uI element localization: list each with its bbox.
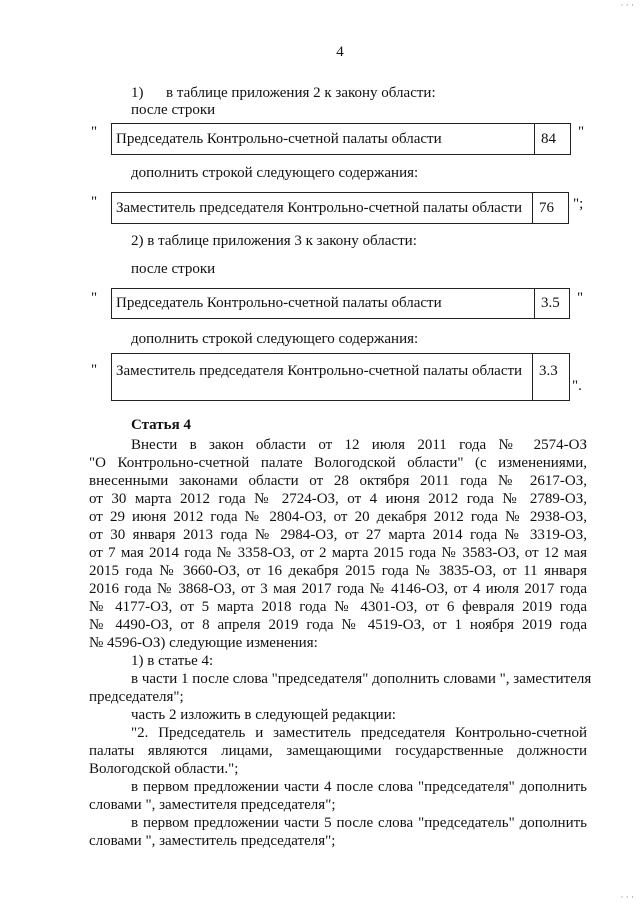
article-line-10: № 4177-ОЗ, от 5 марта 2018 года № 4301-ОЗ, от 6 февраля 2019 года bbox=[89, 599, 587, 615]
after-row-label-1: после строки bbox=[131, 102, 216, 118]
quote-open-1: " bbox=[91, 124, 98, 140]
article-line-1: Внести в закон области от 12 июля 2011 года № 2574-ОЗ bbox=[131, 437, 587, 453]
quote-close-3: " bbox=[577, 290, 584, 306]
sub1-intro: 1) в статье 4: bbox=[131, 653, 214, 669]
article-heading: Статья 4 bbox=[131, 417, 191, 433]
article-line-11: № 4490-ОЗ, от 8 апреля 2019 года № 4519-ОЗ, от 1 ноября 2019 года bbox=[89, 617, 587, 633]
quote-open-3: " bbox=[91, 290, 98, 306]
table1-row1-value: 84 bbox=[541, 130, 556, 147]
part1-line-2: председателя"; bbox=[89, 689, 184, 705]
table2-row2-value: 3.3 bbox=[539, 363, 558, 379]
add-row-label-2: дополнить строкой следующего содержания: bbox=[131, 331, 419, 347]
part2-line-1: "2. Председатель и заместитель председателя Контрольно-счетной bbox=[131, 725, 587, 741]
part2-line-2: палаты являются лицами, замещающими государственные должности bbox=[89, 743, 587, 759]
article-line-8: 2015 года № 3660-ОЗ, от 16 декабря 2015 года № 3835-ОЗ, от 11 января bbox=[89, 563, 587, 579]
page-number: 4 bbox=[336, 44, 344, 60]
quote-close-semicolon-2: "; bbox=[573, 196, 584, 212]
corner-mark-top: · · · bbox=[620, 0, 634, 10]
part4-line-1: в первом предложении части 4 после слова "председателя" дополнить bbox=[131, 779, 587, 795]
article-line-7: от 7 мая 2014 года № 3358-ОЗ, от 2 марта 2015 года № 3583-ОЗ, от 12 мая bbox=[89, 545, 587, 561]
quote-open-2: " bbox=[91, 194, 98, 210]
quote-open-4: " bbox=[91, 362, 98, 378]
part5-line-2: словами ", заместитель председателя"; bbox=[89, 833, 336, 849]
table1-row2 bbox=[111, 192, 569, 224]
table2-row1-value: 3.5 bbox=[541, 295, 560, 311]
table2-row1-name: Председатель Контрольно-счетной палаты области bbox=[112, 289, 535, 318]
item1-intro: 1) в таблице приложения 2 к закону области: bbox=[131, 85, 436, 101]
part2-intro: часть 2 изложить в следующей редакции: bbox=[131, 707, 396, 723]
part2-line-3: Вологодской области."; bbox=[89, 761, 239, 777]
add-row-label-1: дополнить строкой следующего содержания: bbox=[131, 165, 419, 181]
article-line-4: от 30 марта 2012 года № 2724-ОЗ, от 4 июня 2012 года № 2789-ОЗ, bbox=[89, 491, 587, 507]
article-line-2: "О Контрольно-счетной палате Вологодской области" (с изменениями, bbox=[89, 455, 587, 471]
part5-line-1: в первом предложении части 5 после слова "председатель" дополнить bbox=[131, 815, 587, 831]
table1-row2-name: Заместитель председателя Контрольно-счетной палаты области bbox=[112, 193, 533, 223]
article-line-12: № 4596-ОЗ) следующие изменения: bbox=[89, 635, 318, 651]
table1-row2-value: 76 bbox=[539, 199, 554, 216]
article-line-6: от 30 января 2013 года № 2984-ОЗ, от 27 марта 2014 года № 3319-ОЗ, bbox=[89, 527, 587, 543]
article-line-5: от 29 июня 2012 года № 2804-ОЗ, от 20 декабря 2012 года № 2938-ОЗ, bbox=[89, 509, 587, 525]
quote-close-period-4: ". bbox=[572, 378, 582, 394]
quote-close-1: " bbox=[578, 124, 585, 140]
part4-line-2: словами ", заместителя председателя"; bbox=[89, 797, 336, 813]
part1-line-1: в части 1 после слова "председателя" дополнить словами ", заместителя bbox=[131, 671, 592, 687]
after-row-label-2: после строки bbox=[131, 261, 216, 277]
corner-mark-bottom: · · · bbox=[620, 892, 634, 902]
table1-row1-name: Председатель Контрольно-счетной палаты области bbox=[112, 124, 535, 154]
item2-intro: 2) в таблице приложения 3 к закону области: bbox=[131, 233, 417, 249]
article-line-9: 2016 года № 3868-ОЗ, от 3 мая 2017 года № 4146-ОЗ, от 4 июля 2017 года bbox=[89, 581, 587, 597]
table1-row1 bbox=[111, 123, 571, 155]
table2-row2-name: Заместитель председателя Контрольно-счетной палаты области bbox=[112, 354, 533, 400]
table2-row2 bbox=[111, 353, 570, 401]
table2-row1 bbox=[111, 288, 570, 319]
article-line-3: внесенными законами области от 28 октября 2011 года № 2617-ОЗ, bbox=[89, 473, 587, 489]
